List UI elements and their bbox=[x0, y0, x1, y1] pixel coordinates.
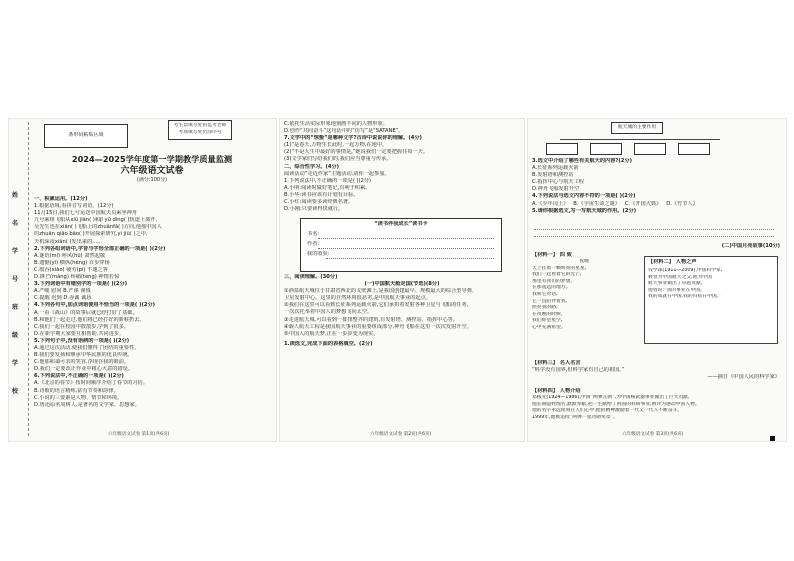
sidebar-label: 号 bbox=[12, 276, 19, 283]
reading-title: (二)中国月亮故事(10分) bbox=[721, 243, 780, 249]
question-text: 九号乘组飞船从xiū jiàn( )和jī yǔ dìng( )轨道上离开, bbox=[34, 217, 158, 224]
material-label bbox=[532, 388, 780, 395]
material-text: 他曾说:“我的事业在中国, bbox=[648, 287, 702, 293]
option-text: C.小红:阅读要多读经典名著。 bbox=[284, 199, 354, 206]
question-heading: 1.读选文,完成下面的表格填空。(2分) bbox=[284, 340, 373, 347]
question-text: (3)文学家们写给我们的,我们应当尊重与传承。 bbox=[284, 156, 392, 163]
question-heading: 5.请你根据选文,写一写航天城的作用。(2分) bbox=[532, 207, 637, 214]
diagram-center-label: 航天城的主要作用 bbox=[617, 125, 657, 130]
reading-text: 卫星发射中心。这里的自然环境很恶劣,是中国航天事业的起点。 bbox=[284, 295, 431, 302]
poem-line: 照亮我的路。 bbox=[532, 305, 561, 311]
diagram-blank-box bbox=[678, 143, 710, 155]
question-heading: 6.下列说法中,不正确的一项是( )(2分) bbox=[34, 373, 124, 380]
sidebar-label: 班 bbox=[12, 304, 19, 311]
answer-line bbox=[318, 238, 494, 239]
option-text: B.我们要发扬和继承中华民族的优良传统。 bbox=[34, 352, 133, 359]
option-text: A.小明:阅读时做好笔记,有利于积累。 bbox=[284, 184, 371, 191]
option-text: B.诗歌的语言精练,富有节奏和韵律。 bbox=[34, 387, 119, 394]
page-footer: 六年级语文试卷 第3页(共6页) bbox=[622, 432, 684, 437]
poem-line: 我们仰望星空, bbox=[532, 318, 563, 324]
material-label bbox=[532, 360, 780, 367]
reading-text: ①酒泉航天城位于甘肃省西北的戈壁滩上,是我国创建最早、规模最大的综合型导弹、 bbox=[284, 288, 478, 295]
exam-subtitle: 六年级语文试卷 bbox=[120, 166, 184, 176]
sidebar-label: 级 bbox=[12, 332, 19, 339]
option-text: A.《少年闰土》 bbox=[532, 200, 569, 207]
material-text: 他的名字永远铭刻在人们心中,他的精神激励着一代又一代人不断奋斗。 bbox=[532, 408, 683, 414]
option-text: A.严峻 慰问 B.严谨 谨慎 bbox=[34, 288, 91, 295]
card-row-label: 书名: bbox=[307, 231, 320, 238]
option-text: C.他那和蔼可亲的笑容,浮现在我的眼前。 bbox=[34, 359, 130, 366]
option-text: A.谜语(mí) 呼风(hū) 肃然起敬 bbox=[34, 252, 106, 259]
reading-card bbox=[300, 218, 502, 272]
material-text: 我的成就在中国,我的归宿在中国。” bbox=[648, 294, 722, 300]
reading-text: ④载人航天工程是我国航天事业的重要组成部分,神舟飞船在这里一次次发射升空。 bbox=[284, 323, 472, 330]
sidebar-label: 姓 bbox=[12, 192, 19, 199]
question-heading: 4.下列各句中,加点词语使用不恰当的一项是( )(2分) bbox=[34, 302, 156, 309]
left-questions bbox=[34, 196, 272, 432]
reading-title: (一)中国航天舱走国(节选)(8分) bbox=[364, 281, 440, 288]
material-title: 人物介绍 bbox=[559, 388, 581, 394]
question-heading: 3.下列词语中有错别字的一项是( )(2分) bbox=[34, 281, 128, 288]
option-text: B.遗憾(yí) 横纵(héng) 百步穿杨 bbox=[34, 259, 110, 266]
option-text: C.缓吞(xiǎo) 疲劳(pí) 不速之客 bbox=[34, 266, 108, 273]
sidebar-label: 校 bbox=[12, 388, 19, 395]
question-heading: 4.下列说法与选文内容不符的一项是( )(2分) bbox=[532, 193, 636, 200]
question-text: C.依托生活实际形象地刻画不同的人物形象。 bbox=[284, 121, 388, 127]
question-text: 天机深夜xiǎn( )发出来的...... bbox=[34, 238, 103, 245]
exam-title: 2024—2025学年度第一学期教学质量监测 bbox=[71, 154, 233, 164]
material-two-box bbox=[644, 256, 778, 344]
question-heading: 5.下列句子中,没有语病的一项是( )(2分) bbox=[34, 337, 130, 344]
sidebar-label: 学 bbox=[12, 360, 19, 367]
answer-line bbox=[326, 258, 494, 259]
answer-line bbox=[318, 248, 494, 249]
material-text: 邓稼先(1924—1986),中国“两弹元勋”,为中国核武器事业做出了巨大贡献, bbox=[532, 395, 690, 401]
notice-line: 考场填写处仍涂序号 bbox=[178, 129, 222, 135]
sidebar-label: 名 bbox=[12, 220, 19, 227]
option-text: B.发射塔和测控站 bbox=[532, 172, 574, 179]
section-heading: 一、积累运用。(12分) bbox=[34, 196, 88, 202]
option-text: B.小华:读书应该有计划有目标。 bbox=[284, 191, 359, 198]
poem-line: 在那遥远的地方。 bbox=[532, 285, 571, 291]
option-text: A.一看《战山》的故事后就已经打好了基础。 bbox=[34, 309, 138, 316]
material-one bbox=[532, 252, 636, 358]
question-text: 1.下列说法中,不正确的一项是( )(2分) bbox=[284, 177, 372, 184]
poem-line: 在夜晚的时候, bbox=[532, 311, 563, 317]
question-text: 1.根据语境,看拼音写词语。(12分) bbox=[34, 203, 114, 210]
material-label-text: 【材料一】 bbox=[532, 252, 558, 258]
option-text: B.《宇宙生命之谜》 bbox=[573, 200, 620, 207]
poem-line: 夜晚 bbox=[579, 259, 589, 265]
barcode-box-label: 条形码粘贴区域 bbox=[68, 132, 104, 138]
option-text: C.小说的三要素是人物、情节和环境。 bbox=[34, 394, 123, 401]
poem-line: 那里有我们的梦想, bbox=[532, 278, 572, 284]
question-heading: 2.下列各组词语中,字音与字形全部正确的一项是( )(2分) bbox=[34, 245, 166, 252]
question-heading: 3.选文中介绍了哪些有关航天的内容?(2分) bbox=[532, 158, 632, 164]
section-heading: 三、阅读理解。(30分) bbox=[284, 274, 338, 280]
cut-line bbox=[28, 122, 29, 436]
material-label bbox=[648, 259, 774, 266]
question-text: 11月15日,我们七号运送中国航天员乘坐神舟 bbox=[34, 210, 138, 217]
answer-line bbox=[534, 229, 774, 230]
page-footer: 六年级语文试卷 第2页(共6页) bbox=[370, 432, 432, 437]
material-text: 航天事业做出了卓越贡献。 bbox=[648, 281, 706, 287]
option-text: B.和他们一起走过,他们将已经打好的新鞋扔去。 bbox=[34, 316, 145, 323]
reading-text: ③走进航天城,可以看到一排排整齐的建筑,有发射塔、测控站、指挥中心等。 bbox=[284, 316, 458, 323]
card-row-label: 作者: bbox=[307, 241, 320, 248]
question-text: 的zhuǎn qiāo bǎo( )开展探索研究,yì jiǔ( )之中, bbox=[34, 231, 148, 238]
option-text: D.锋芒(máng) 疼痛(téng) 神情若惊 bbox=[34, 274, 120, 281]
option-text: C.指挥中心与航天工程 bbox=[532, 179, 584, 186]
option-text: A.通过这次活动,使我们懂得了团结的重要性。 bbox=[34, 344, 140, 351]
question-text: 阅读活动“走近作家”主题活动,请你一起参加。 bbox=[284, 170, 390, 177]
diagram-connector bbox=[560, 139, 720, 140]
reading-card-title: “读书伴我成长”读书卡 bbox=[374, 221, 428, 227]
middle-reading bbox=[284, 274, 520, 430]
material-text: 1999年,他被追授“两弹一星功勋奖章”。 bbox=[532, 414, 618, 420]
right-questions bbox=[532, 158, 780, 238]
reading-text: ②我们在这里可以看到长征系列运载火箭,它们承担着发射各种卫星与飞船的任务, bbox=[284, 302, 469, 309]
diagram-blank-box bbox=[590, 143, 622, 155]
material-text: “科学没有国界,但科学家有自己的祖国。” bbox=[532, 367, 625, 374]
poem-line: 天上挂着一颗明亮的星星, bbox=[532, 265, 587, 271]
option-text: D.小刚:只要读得快就行。 bbox=[284, 206, 344, 213]
diagram-center-box bbox=[611, 122, 663, 134]
material-text: 钱学森(1911—2009),中国科学家, bbox=[648, 268, 723, 274]
page-footer: 六年级语文试卷 第1页(共6页) bbox=[108, 432, 170, 437]
material-source: ——摘自《中国人民的科学家》 bbox=[707, 374, 780, 381]
exam-score: (满分:100分) bbox=[136, 177, 168, 183]
material-three bbox=[532, 360, 780, 386]
question-text: (2)“不是人生中最好的事情是,”她说我们一定要把握住每一天。 bbox=[284, 149, 429, 156]
option-text: D.我们一定要改正作业中粗心大意的错误。 bbox=[34, 366, 134, 373]
question-text: D.创作“共同奋斗”这句话中的“仿写”是“SATANE”。 bbox=[284, 128, 404, 135]
exam-title-block bbox=[32, 154, 272, 194]
material-title: 名人名言 bbox=[559, 360, 581, 366]
section-heading: 二、综合性学习。(4分) bbox=[284, 163, 340, 170]
scan-mark bbox=[770, 436, 775, 441]
option-text: C.提醒 迟到 D.赤诚 诚恳 bbox=[34, 295, 92, 302]
material-text: 他长期隐姓埋名,默默奉献,把一生献给了祖国的科研事业,被评为感动中国人物。 bbox=[532, 401, 700, 407]
option-text: D.《竹节人》 bbox=[666, 200, 698, 207]
sidebar-label: 学 bbox=[12, 248, 19, 255]
material-label-text: 【材料二】 bbox=[648, 259, 674, 265]
option-text: D.神舟飞船发射升空 bbox=[532, 186, 580, 193]
option-text: A.《北京的春节》按时间顺序介绍了春节的习俗。 bbox=[34, 380, 149, 387]
option-text: C.《开国大典》 bbox=[624, 200, 662, 207]
option-text: C.我们一起在校园中散散步,学到了很多。 bbox=[34, 323, 130, 330]
option-text: D.鲁迅原名周树人,是著名的文学家、思想家。 bbox=[34, 401, 140, 408]
option-text: D.在新学期大家要互相帮助,共同进步。 bbox=[34, 330, 125, 337]
answer-line bbox=[534, 236, 774, 237]
notice-box bbox=[168, 120, 232, 140]
material-label bbox=[532, 252, 636, 259]
reading-text: 一次次托举着中国人的梦想飞向太空。 bbox=[284, 309, 373, 316]
material-title: 四 致 bbox=[559, 252, 572, 258]
barcode-box bbox=[44, 124, 128, 148]
poem-line: 它一直陪伴着我, bbox=[532, 298, 568, 304]
material-four bbox=[532, 388, 780, 430]
option-row bbox=[532, 201, 780, 208]
notice-line: 考生禁填写处由监考老师 bbox=[173, 123, 227, 128]
question-text: 吴先生也在xiǎn( )飞船上的zhuǎnfǎ( )方向,他那中国人 bbox=[34, 224, 162, 231]
material-label-text: 【材料四】 bbox=[532, 388, 558, 394]
question-text: (1)“是春天,万物生长此时,一起万物,在地中。 bbox=[284, 142, 388, 149]
material-title: 人物之声 bbox=[675, 259, 697, 265]
poem-line: 心中充满希望。 bbox=[532, 325, 566, 331]
diagram-blank-box bbox=[634, 143, 666, 155]
question-heading: 7.文学中的“惊蛰”是哪种文字?古诗中说说你的理解。(4分) bbox=[284, 135, 422, 142]
material-text: 被誉为中国航天之父,他为中国 bbox=[648, 274, 712, 280]
poem-line: 我和它对话, bbox=[532, 292, 558, 298]
card-row-label: 我的收获: bbox=[307, 251, 330, 258]
material-label-text: 【材料三】 bbox=[532, 360, 558, 366]
poem-line: 我们一起看着它的光芒, bbox=[532, 272, 582, 278]
option-text: A.长征系列运载火箭 bbox=[532, 165, 579, 172]
diagram-blank-box bbox=[546, 143, 578, 155]
reading-text: ⑤中国人的航天梦,正在一步步变为现实。 bbox=[284, 330, 379, 337]
